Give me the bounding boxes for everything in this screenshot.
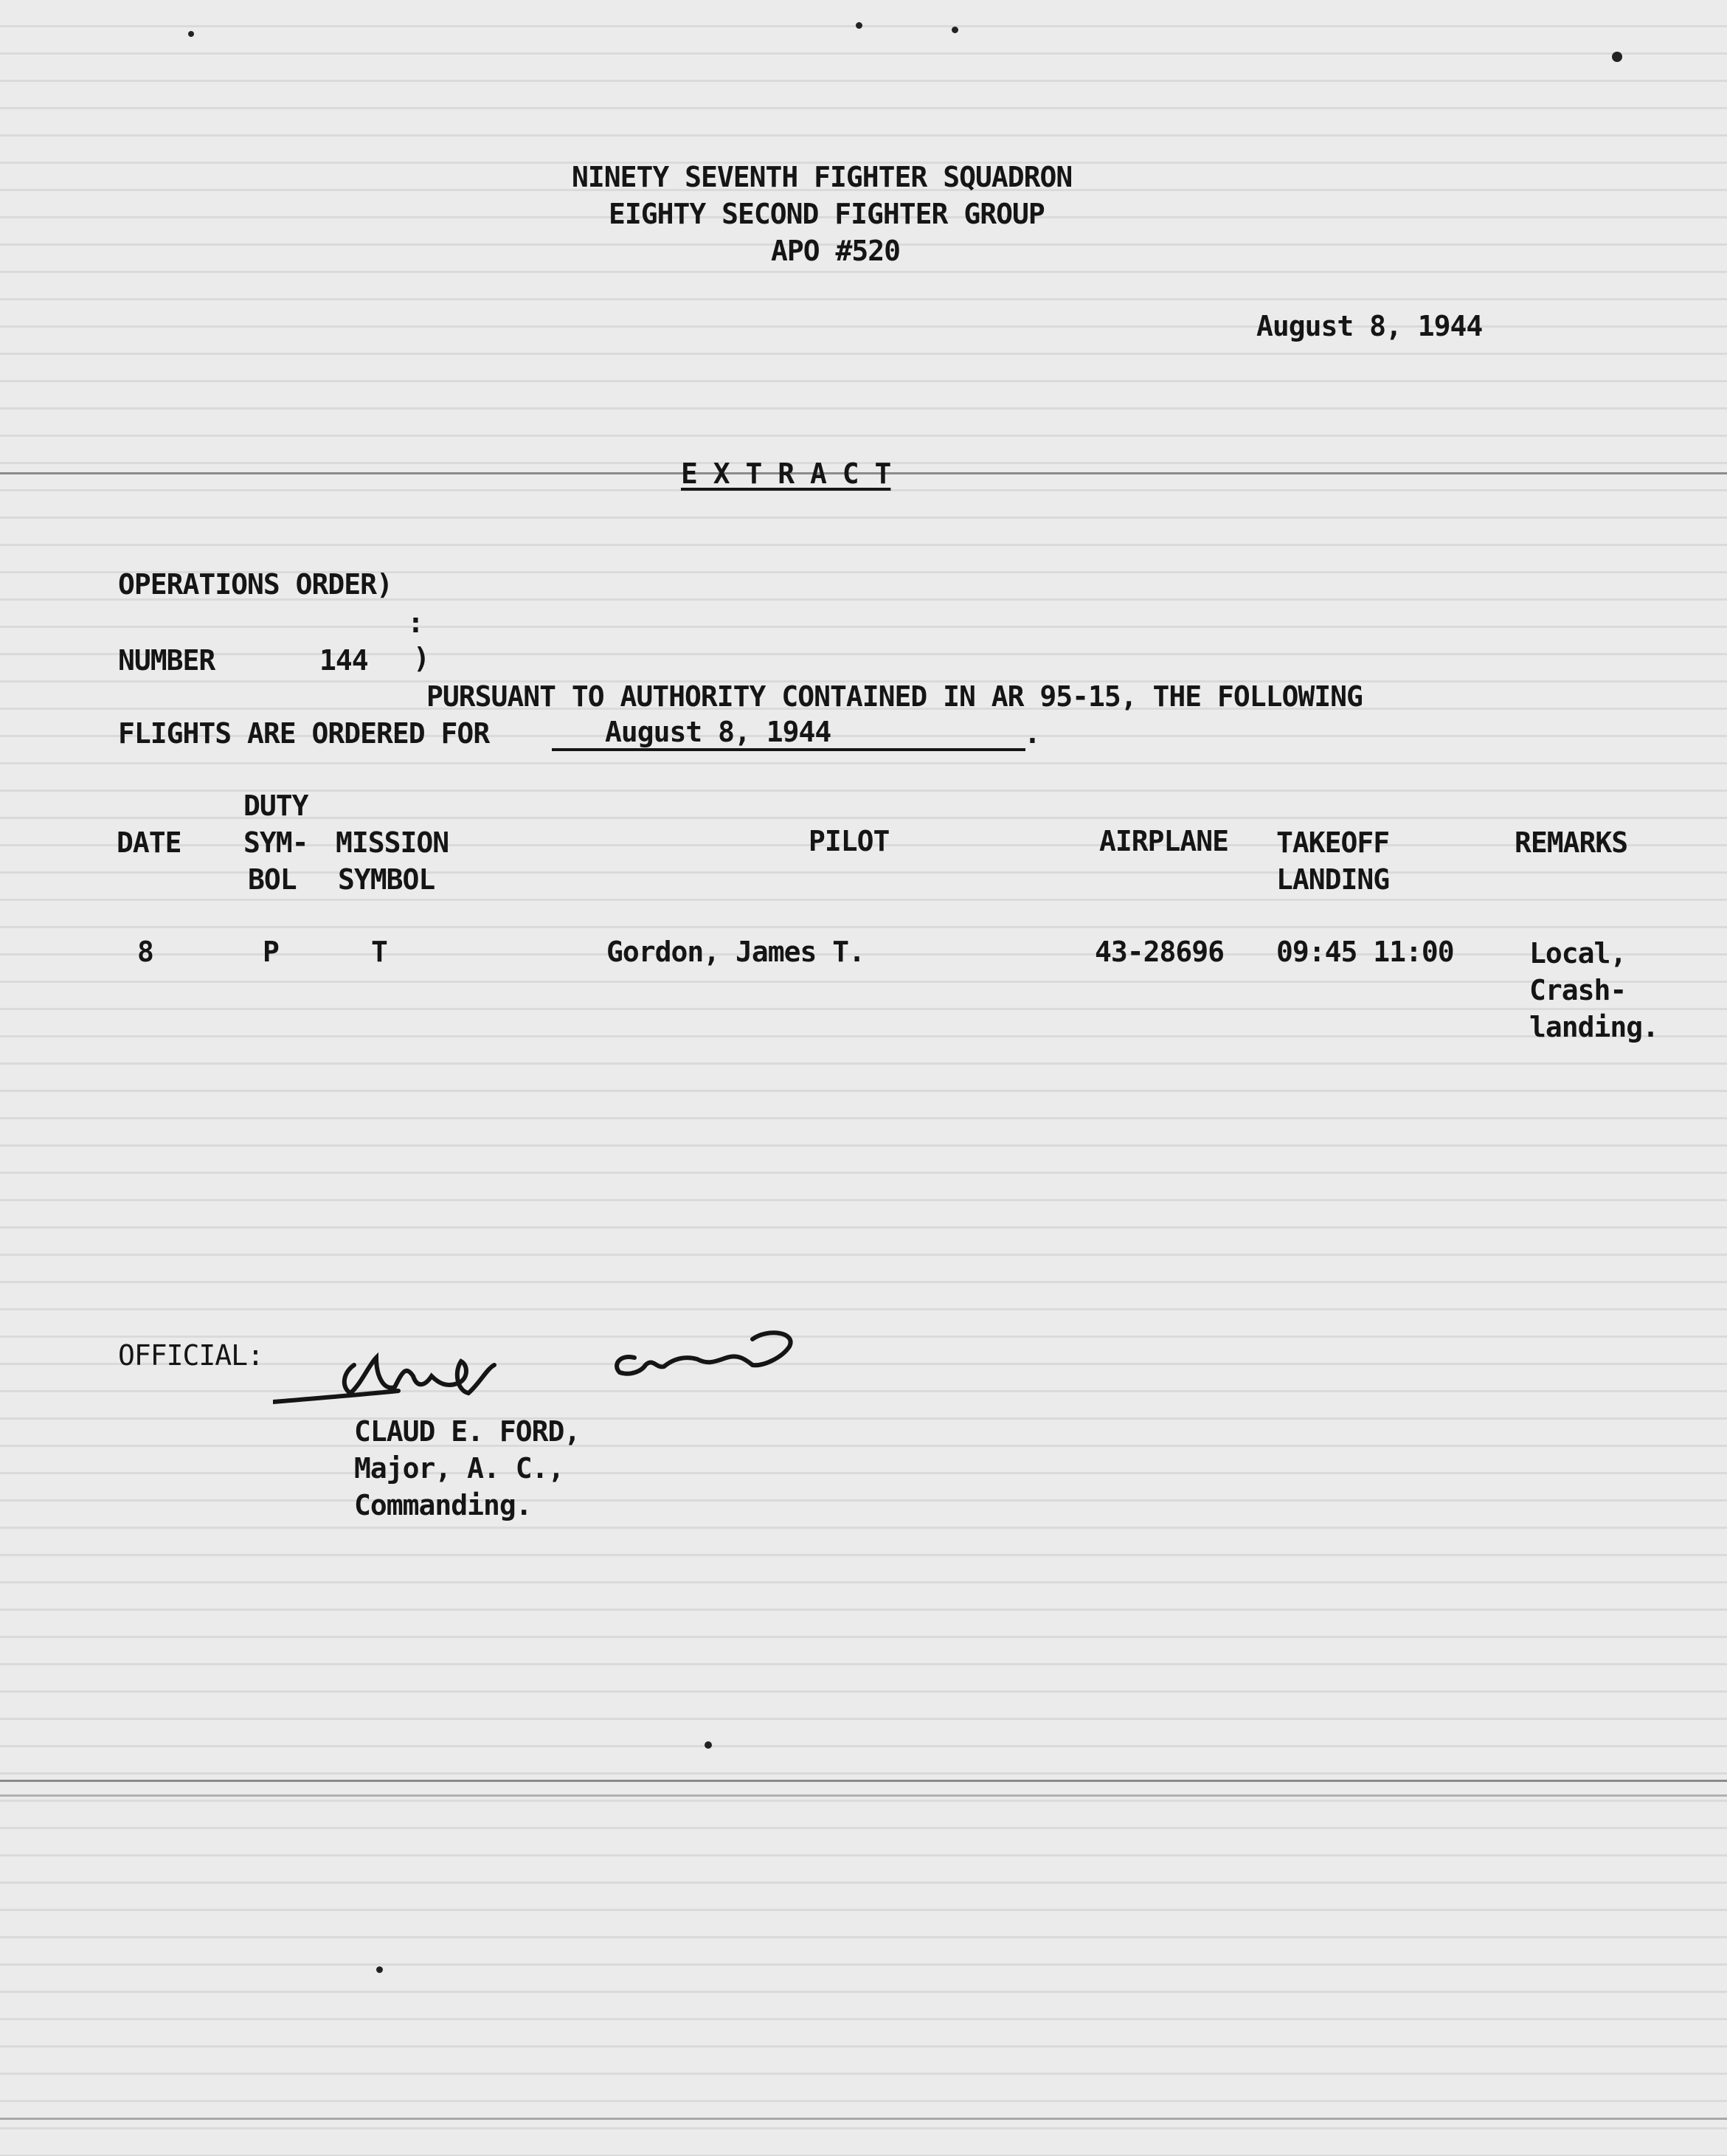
row-remarks-line3: landing. [1529,1011,1659,1043]
row-mission-symbol: T [371,936,387,968]
header-landing: LANDING [1276,863,1390,896]
header-group: EIGHTY SECOND FIGHTER GROUP [609,198,1045,230]
signatory-rank: Major, A. C., [354,1452,564,1485]
header-date: DATE [117,826,181,859]
header-duty-3: BOL [248,863,297,896]
row-duty-symbol: P [263,936,279,968]
header-remarks: REMARKS [1515,826,1628,859]
header-mission-2: SYMBOL [338,863,435,896]
header-pilot: PILOT [809,825,890,857]
signatory-title: Commanding. [354,1489,532,1521]
official-label: OFFICIAL: [118,1339,263,1372]
operations-order-label: OPERATIONS ORDER) [118,568,392,601]
scan-line [0,1780,1727,1782]
scan-line [0,2118,1727,2120]
header-airplane: AIRPLANE [1099,825,1229,857]
scan-line [0,1794,1727,1797]
row-remarks-line2: Crash- [1529,974,1627,1006]
order-number: 144 [319,644,368,677]
speck [1612,52,1622,62]
order-flight-date: August 8, 1944 [605,716,831,748]
speck [376,1966,383,1973]
order-colon: : [407,607,423,639]
header-duty-2: SYM- [243,826,308,859]
header-duty-1: DUTY [243,790,308,822]
flight-date-underline [552,748,1025,751]
signatory-name: CLAUD E. FORD, [354,1415,581,1448]
header-takeoff: TAKEOFF [1276,826,1390,859]
order-period: . [1024,717,1040,750]
order-text-line1: PURSUANT TO AUTHORITY CONTAINED IN AR 95-15, THE FOLLOWING [426,680,1363,713]
header-mission-1: MISSION [336,826,449,859]
header-apo: APO #520 [771,235,901,267]
row-remarks-line1: Local, [1529,937,1627,970]
order-number-paren: ) [413,642,429,674]
order-text-line2: FLIGHTS ARE ORDERED FOR [118,717,490,750]
signature-image [273,1313,885,1424]
document-title: E X T R A C T [681,457,891,490]
order-number-label: NUMBER [118,644,215,677]
speck [705,1741,712,1749]
speck [856,22,862,29]
document-date: August 8, 1944 [1256,310,1483,342]
speck [188,31,194,37]
row-date: 8 [137,936,153,968]
speck [952,27,958,33]
row-takeoff-landing: 09:45 11:00 [1276,936,1454,968]
header-squadron: NINETY SEVENTH FIGHTER SQUADRON [572,161,1073,193]
row-pilot: Gordon, James T. [606,936,865,968]
row-airplane: 43-28696 [1095,936,1225,968]
